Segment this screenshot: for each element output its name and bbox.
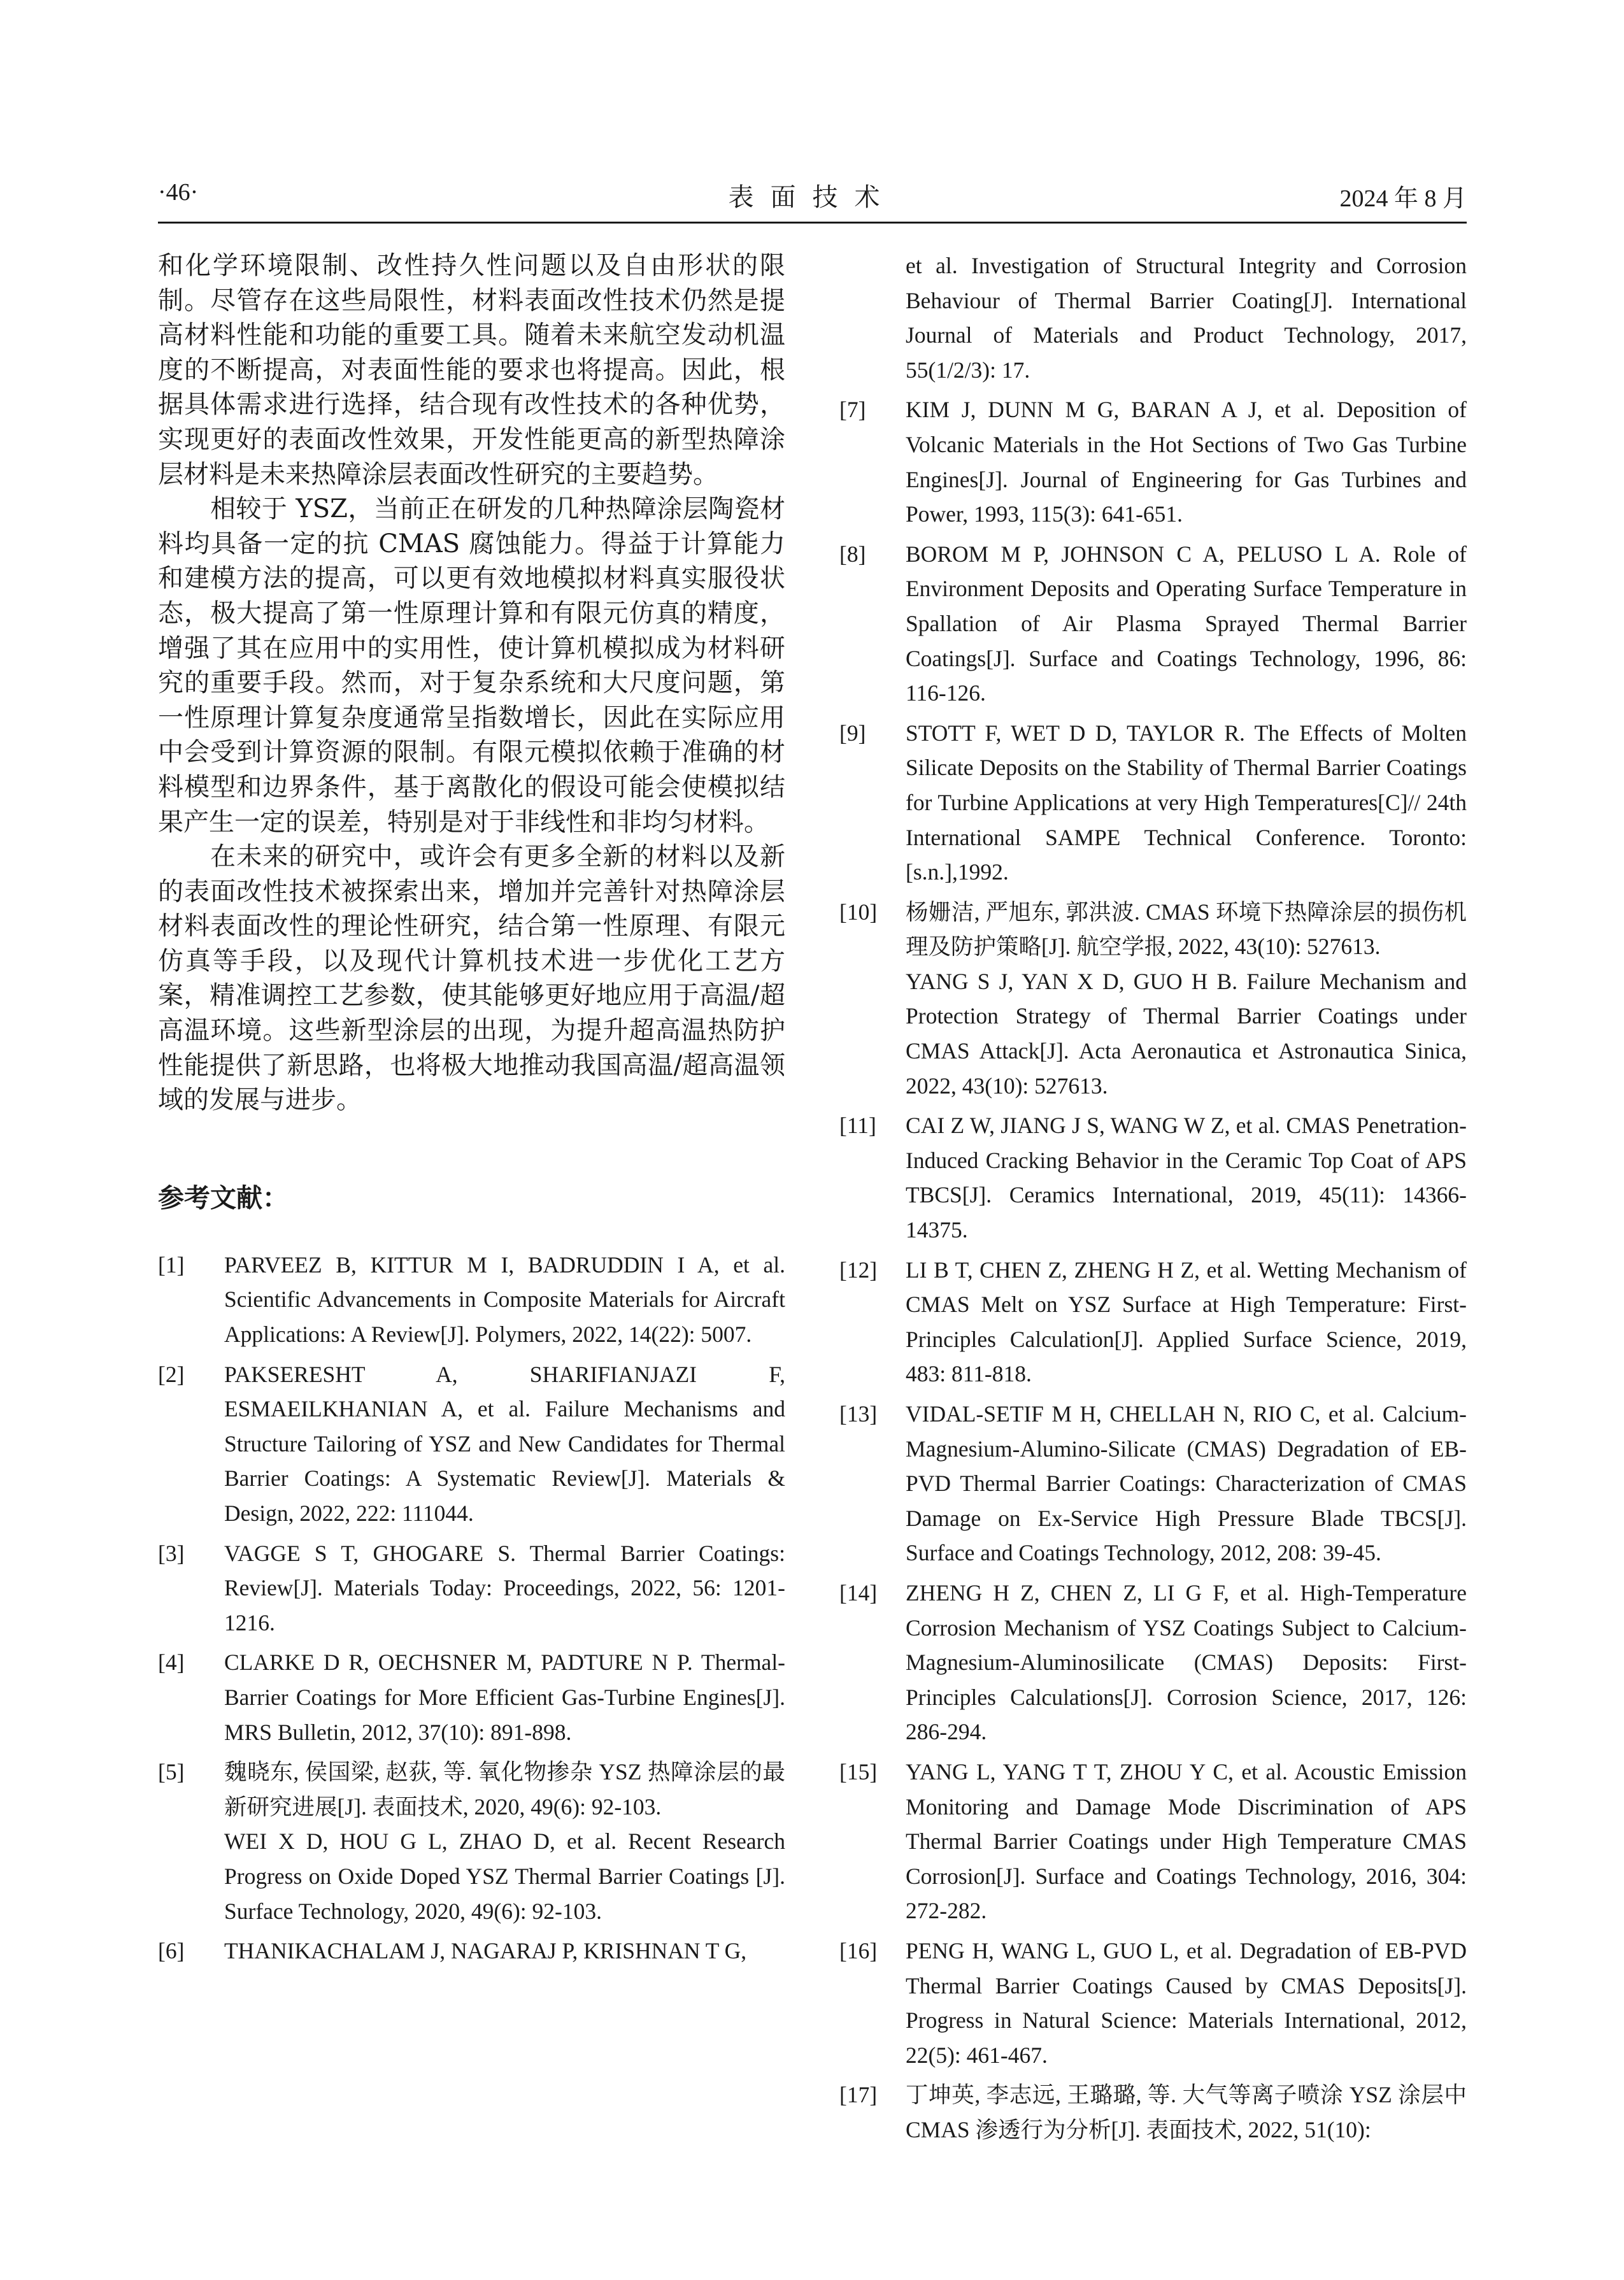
reference-list-left bbox=[158, 1248, 785, 1969]
reference-text: KIM J, DUNN M G, BARAN A J, et al. Deposition of Volcanic Materials in the Hot Sections of Two Gas Turbine Engines[J]. Journal of Engineering for Gas Turbines and Power, 1993, 115(3): 641-651. bbox=[906, 397, 1467, 527]
reference-text: BOROM M P, JOHNSON C A, PELUSO L A. Role of Environment Deposits and Operating Surface Temperature in Spallation of Air Plasma Sprayed Thermal Barrier Coatings[J]. Surface and Coatings Technology, 1996, 86: 116-126. bbox=[906, 541, 1467, 706]
reference-item bbox=[158, 1248, 785, 1352]
reference-number: [15] bbox=[839, 1758, 878, 1785]
reference-text: YANG L, YANG T T, ZHOU Y C, et al. Acoustic Emission Monitoring and Damage Mode Discrimination of APS Thermal Barrier Coatings under High Temperature CMAS Corrosion[J]. Surface and Coatings Technology, 2016, 304: 272-282. bbox=[906, 1758, 1467, 1924]
reference-item bbox=[839, 537, 1467, 711]
reference-item bbox=[158, 1536, 785, 1641]
reference-item bbox=[839, 1576, 1467, 1749]
body-paragraph: 在未来的研究中，或许会有更多全新的材料以及新的表面改性技术被探索出来，增加并完善针对热障涂层材料表面改性的理论性研究，结合第一性原理、有限元仿真等手段，以及现代计算机技术进一步优化工艺方案，精准调控工艺参数，使其能够更好地应用于高温/超高温环境。这些新型涂层的出现，为提升超高温热防护性能提供了新思路，也将极大地推动我国高温/超高温领域的发展与进步。 bbox=[158, 842, 785, 1115]
reference-text: et al. Investigation of Structural Integrity and Corrosion Behaviour of Thermal Barrier Coating[J]. International Journal of Materials and Product Technology, 2017, 55(1/2/3): 17. bbox=[906, 253, 1467, 383]
reference-text: YANG S J, YAN X D, GUO H B. Failure Mechanism and Protection Strategy of Thermal Barrier Coatings under CMAS Attack[J]. Acta Aeronautica et Astronautica Sinica, 2022, 43(10): 527613. bbox=[906, 968, 1467, 1099]
reference-text: PENG H, WANG L, GUO L, et al. Degradation of EB-PVD Thermal Barrier Coatings Caused by CMAS Deposits[J]. Progress in Natural Science: Materials International, 2012, 22(5): 461-467. bbox=[906, 1937, 1467, 2068]
reference-number: [16] bbox=[839, 1937, 878, 1963]
reference-text: VAGGE S T, GHOGARE S. Thermal Barrier Coatings: Review[J]. Materials Today: Proceedings, 2022, 56: 1201-1216. bbox=[224, 1540, 785, 1635]
reference-number: [11] bbox=[839, 1113, 876, 1139]
issue-date: 2024 年 8 月 bbox=[1339, 185, 1467, 212]
reference-number: [6] bbox=[158, 1938, 185, 1964]
reference-number: [8] bbox=[839, 541, 866, 567]
reference-text: 魏晓东, 侯国梁, 赵荻, 等. 氧化物掺杂 YSZ 热障涂层的最新研究进展[J]. 表面技术, 2020, 49(6): 92-103. bbox=[224, 1759, 785, 1820]
reference-item bbox=[158, 1934, 785, 1969]
reference-item bbox=[839, 2077, 1467, 2147]
reference-number: [3] bbox=[158, 1540, 185, 1566]
body-paragraph: 相较于 YSZ，当前正在研发的几种热障涂层陶瓷材料均具备一定的抗 CMAS 腐蚀能力。得益于计算能力和建模方法的提高，可以更有效地模拟材料真实服役状态，极大提高了第一性原理计算和有限元仿真的精度，增强了其在应用中的实用性，使计算机模拟成为材料研究的重要手段。然而，对于复杂系统和大尺度问题，第一性原理计算复杂度通常呈指数增长，因此在实际应用中会受到计算资源的限制。有限元模拟依赖于准确的材料模型和边界条件，基于离散化的假设可能会使模拟结果产生一定的误差，特别是对于非线性和非均匀材料。 bbox=[158, 494, 785, 837]
reference-text: STOTT F, WET D D, TAYLOR R. The Effects of Molten Silicate Deposits on the Stability of Thermal Barrier Coatings for Turbine Applications at very High Temperatures[C]// 24th International SAMPE Technical Conference. Toronto: [s.n.],1992. bbox=[906, 720, 1467, 885]
reference-text: VIDAL-SETIF M H, CHELLAH N, RIO C, et al. Calcium-Magnesium-Alumino-Silicate (CMAS) Degradation of EB-PVD Thermal Barrier Coatings: Characterization of CMAS Damage on Ex-Service High Pressure Blade TBCS[J]. Surface and Coatings Technology, 2012, 208: 39-45. bbox=[906, 1401, 1467, 1566]
reference-item bbox=[839, 392, 1467, 531]
reference-number: [10] bbox=[839, 899, 878, 925]
reference-number: [1] bbox=[158, 1251, 185, 1278]
reference-item bbox=[839, 1253, 1467, 1392]
reference-item bbox=[839, 1397, 1467, 1571]
reference-text: CLARKE D R, OECHSNER M, PADTURE N P. Thermal-Barrier Coatings for More Efficient Gas-Turbine Engines[J]. MRS Bulletin, 2012, 37(10): 891-898. bbox=[224, 1649, 785, 1745]
reference-item bbox=[839, 1934, 1467, 2072]
reference-number: [13] bbox=[839, 1401, 878, 1427]
page-header bbox=[158, 171, 1467, 224]
reference-number: [7] bbox=[839, 397, 866, 423]
reference-number: [12] bbox=[839, 1257, 878, 1283]
reference-item bbox=[839, 895, 1467, 1104]
reference-item bbox=[158, 1357, 785, 1531]
reference-item-continued bbox=[839, 248, 1467, 387]
reference-number: [9] bbox=[839, 720, 866, 746]
journal-title: 表面技术 bbox=[728, 183, 897, 211]
reference-number: [2] bbox=[158, 1361, 185, 1387]
reference-item bbox=[839, 1755, 1467, 1928]
reference-number: [4] bbox=[158, 1649, 185, 1676]
reference-number: [17] bbox=[839, 2082, 878, 2108]
reference-item bbox=[158, 1645, 785, 1749]
reference-text: LI B T, CHEN Z, ZHENG H Z, et al. Wetting Mechanism of CMAS Melt on YSZ Surface at High Temperature: First-Principles Calculation[J]. Applied Surface Science, 2019, 483: 811-818. bbox=[906, 1257, 1467, 1387]
reference-text: CAI Z W, JIANG J S, WANG W Z, et al. CMAS Penetration-Induced Cracking Behavior in the Ceramic Top Coat of APS TBCS[J]. Ceramics International, 2019, 45(11): 14366-14375. bbox=[906, 1113, 1467, 1243]
reference-number: [14] bbox=[839, 1579, 878, 1606]
body-paragraph: 和化学环境限制、改性持久性问题以及自由形状的限制。尽管存在这些局限性，材料表面改性技术仍然是提高材料性能和功能的重要工具。随着未来航空发动机温度的不断提高，对表面性能的要求也将提高。因此，根据具体需求进行选择，结合现有改性技术的各种优势，实现更好的表面改性效果，开发性能更高的新型热障涂层材料是未来热障涂层表面改性研究的主要趋势。 bbox=[158, 251, 785, 489]
right-column bbox=[839, 248, 1467, 2152]
reference-number: [5] bbox=[158, 1759, 185, 1785]
reference-text: 杨姗洁, 严旭东, 郭洪波. CMAS 环境下热障涂层的损伤机理及防护策略[J]. 航空学报, 2022, 43(10): 527613. bbox=[906, 899, 1467, 960]
reference-text: ZHENG H Z, CHEN Z, LI G F, et al. High-Temperature Corrosion Mechanism of YSZ Coatings Subject to Calcium-Magnesium-Aluminosilicate (CMAS) Deposits: First-Principles Calculations[J]. Corrosion Science, 2017, 126: 286-294. bbox=[906, 1579, 1467, 1745]
page-number: ·46· bbox=[158, 179, 199, 206]
reference-list-right bbox=[839, 392, 1467, 2147]
reference-text: 丁坤英, 李志远, 王璐璐, 等. 大气等离子喷涂 YSZ 涂层中 CMAS 渗透行为分析[J]. 表面技术, 2022, 51(10): bbox=[906, 2082, 1467, 2142]
reference-text: WEI X D, HOU G L, ZHAO D, et al. Recent Research Progress on Oxide Doped YSZ Thermal Barrier Coatings [J]. Surface Technology, 2020, 49(6): 92-103. bbox=[224, 1828, 785, 1924]
references-heading: 参考文献： bbox=[158, 1182, 288, 1213]
reference-item bbox=[158, 1755, 785, 1928]
left-column bbox=[158, 248, 785, 1974]
reference-item bbox=[839, 716, 1467, 890]
reference-text: THANIKACHALAM J, NAGARAJ P, KRISHNAN T G, bbox=[224, 1938, 747, 1964]
reference-text: PAKSERESHT A, SHARIFIANJAZI F, ESMAEILKHANIAN A, et al. Failure Mechanisms and Structure Tailoring of YSZ and New Candidates for Thermal Barrier Coatings: A Systematic Review[J]. Materials & Design, 2022, 222: 111044. bbox=[224, 1361, 785, 1526]
reference-text: PARVEEZ B, KITTUR M I, BADRUDDIN I A, et al. Scientific Advancements in Composite Materials for Aircraft Applications: A Review[J]. Polymers, 2022, 14(22): 5007. bbox=[224, 1251, 785, 1348]
reference-item bbox=[839, 1108, 1467, 1247]
